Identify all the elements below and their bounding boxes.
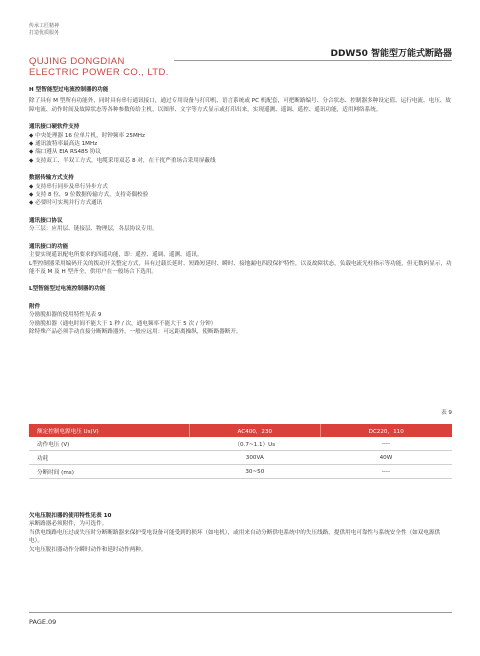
list-item: ◆ 中央处理器 16 位单片机，时钟频率 25MHz: [29, 132, 452, 140]
paragraph: 除特殊产品必须手动直接分断断路器外，一般应远用：可远距离操纵，使断路器断开。: [29, 328, 242, 335]
table-header-cell: 额定控制电源电压 Us(V): [29, 424, 190, 437]
section-heading: L型智能型过电流控制器的功能: [29, 286, 106, 293]
attachments-section: [29, 303, 452, 337]
table-cell: 动作电压 (V): [29, 437, 190, 451]
table-header-cell: DC220，110: [321, 424, 452, 437]
table-row: [29, 437, 452, 451]
table-header-cell: AC400，230: [190, 424, 321, 437]
table-cell: 功耗: [29, 451, 190, 465]
paragraph: 分励脱扣器的使用特性见表 9: [29, 312, 102, 319]
list-item: ◆ 支持 8 位，9 位数据传输方式，支持奇偶校验: [29, 191, 452, 199]
undervoltage-section: [29, 512, 452, 554]
hardware-section: [29, 123, 452, 165]
table-header-row: [29, 424, 452, 437]
company-name-line: ELECTRIC POWER CO., LTD.: [29, 67, 169, 78]
table-cell: ----: [321, 437, 452, 451]
table-cell: 分断时间 (ms): [29, 465, 190, 479]
list-item: ◆ 通讯波特率最高达 1MHz: [29, 140, 452, 148]
paragraph: 承断路器必须附件，为可选件。: [29, 521, 108, 528]
paragraph: 分励脱扣器（通电时间不能大于 1 秒 / 次，通电频率不能大于 5 次 / 分钟）: [29, 320, 217, 327]
section-heading: 通讯接口的功能: [29, 243, 69, 250]
list-item: ◆ 必要时可实现并行方式通讯: [29, 199, 452, 207]
table-cell: ----: [321, 465, 452, 479]
paragraph: 欠电压脱扣器动作分瞬时动作和延时动作两种。: [29, 546, 147, 553]
section-heading: 欠电压脱扣器的使用特性见表 10: [29, 513, 112, 519]
table-cell: 30~50: [190, 465, 321, 479]
company-name-line: QUJING DONGDIAN: [29, 56, 125, 67]
table-cell: （0.7~1.1）Us: [190, 437, 321, 451]
paragraph: 除了具有 M 型所有功能外，同时具有串行通讯接口，通过专用设备与打印机、语言系统或 PC 机配套，可把断路编号、分合状态、控制器多种设定值、运行电流、电压、故障电流、动作时间及故障状态等各种参数传给主机，以图形、文字等方式显示或打印出来，实现遥测、遥调、遥控、遥讯功能，适用网络系统。: [29, 98, 451, 113]
section-heading: 通讯接口协议: [29, 217, 63, 224]
protocol-section: [29, 217, 452, 234]
transmission-section: [29, 174, 452, 208]
paragraph: 主要实现遥讯配电所要求的四遥功能，即：遥控、遥调、遥测、遥讯。: [29, 252, 203, 259]
functions-section: [29, 243, 452, 277]
section-heading: 通讯接口硬软件支持: [29, 124, 80, 131]
list-item: ◆ 支持双工、半双工方式，电缆采用双芯 8 对，在干扰严重场合采用屏蔽线: [29, 157, 452, 165]
spec-table: [29, 424, 452, 479]
section-heading: H 型智能型过电流控制器的功能: [29, 87, 109, 93]
paragraph: 当供电线路电压过或失压时分断断路器来保护受电设备可能受到的损坏（如电机），或用来自动分断供电系统中的失压线路，提供用电可靠性与系统安全性（如双电源供电）。: [29, 529, 441, 545]
section-heading: 数据传输方式支持: [29, 175, 74, 182]
company-name: [29, 56, 169, 78]
slogan-line: 传承工匠精神: [29, 23, 60, 29]
slogan: [29, 23, 59, 37]
table-row: [29, 451, 452, 465]
page-number: PAGE.09: [29, 618, 57, 626]
list-item: ◆ 端口遵从 EIA RS485 协议: [29, 148, 452, 156]
table-cell: 40W: [321, 451, 452, 465]
header-divider: [174, 60, 452, 61]
paragraph: 分三层：应用层、链接层、物理层，各层协议专用。: [29, 226, 158, 233]
table-row: [29, 465, 452, 479]
table-cell: 300VA: [190, 451, 321, 465]
list-item: ◆ 支持串行同步及串行异步方式: [29, 183, 452, 191]
main-content: [29, 86, 452, 336]
l-type-section: [29, 285, 452, 293]
document-title: DDW50 智能型万能式断路器: [330, 49, 452, 59]
footer-divider: [29, 612, 452, 613]
table-caption: 表 9: [441, 410, 452, 416]
intro-section: [29, 86, 452, 114]
slogan-line: 打造优质服务: [29, 30, 60, 36]
paragraph: L型控制器采用编码开关的拨动开关整定方式，具有过载长延时、短路短延时、瞬时、接地漏电四段保护特性，以及故障状态，负载电流光柱指示等功能，但无数码显示，功能不及 M 及 H 型齐全，供用户在一般场合下选用。: [29, 260, 452, 275]
section-heading: 附件: [29, 303, 41, 310]
